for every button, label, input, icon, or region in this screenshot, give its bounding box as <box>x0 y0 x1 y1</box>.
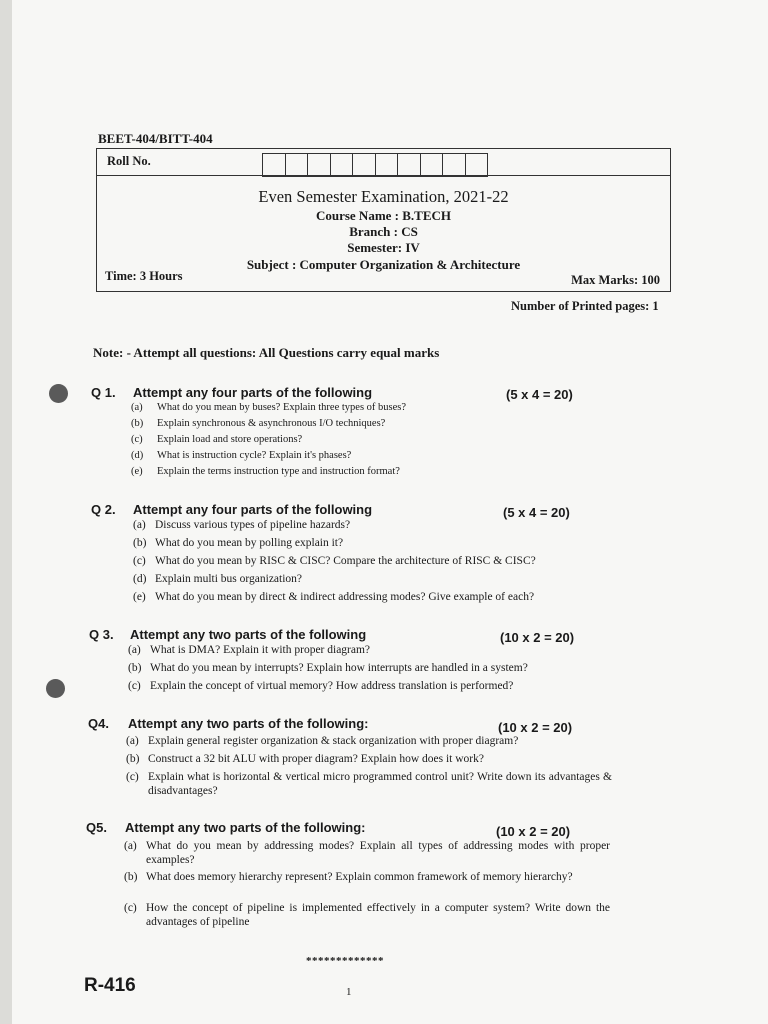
roll-number-cell[interactable] <box>307 153 331 177</box>
printed-pages: Number of Printed pages: 1 <box>511 299 659 313</box>
part-text: What is DMA? Explain it with proper diagram? <box>150 644 371 656</box>
question-title: Attempt any two parts of the following: <box>125 820 366 835</box>
question-parts <box>131 402 451 482</box>
question-part <box>131 402 451 418</box>
question-part <box>133 591 593 609</box>
question-part <box>128 662 588 680</box>
question-marks: (5 x 4 = 20) <box>503 505 570 520</box>
part-text: Explain synchronous & asynchronous I/O techniques? <box>157 418 386 429</box>
part-text: What do you mean by addressing modes? Explain all types of addressing modes with proper examples? <box>146 840 610 866</box>
roll-number-cell[interactable] <box>465 153 489 177</box>
part-label: (b) <box>126 753 140 765</box>
part-text: What is instruction cycle? Explain it's phases? <box>157 450 352 461</box>
question-part <box>126 771 612 799</box>
question-marks: (10 x 2 = 20) <box>500 630 575 645</box>
part-text: Construct a 32 bit ALU with proper diagram? Explain how does it work? <box>148 753 484 765</box>
punch-hole <box>49 384 68 403</box>
question-marks: (10 x 2 = 20) <box>498 720 573 735</box>
part-text: Explain general register organization & stack organization with proper diagram? <box>148 735 519 747</box>
roll-number-cell[interactable] <box>375 153 399 177</box>
show-through <box>110 65 113 80</box>
question-title: Attempt any two parts of the following: <box>128 716 369 731</box>
question-part <box>131 450 451 466</box>
question-part <box>128 680 588 698</box>
question-part <box>131 418 451 434</box>
roll-number-cell[interactable] <box>420 153 444 177</box>
question-number: Q 1. <box>91 385 116 400</box>
part-text: What do you mean by buses? Explain three types of buses? <box>157 402 407 413</box>
part-text: Explain multi bus organization? <box>155 573 303 585</box>
question-part <box>128 644 588 662</box>
end-marker: ************* <box>306 955 384 967</box>
roll-number-cell[interactable] <box>262 153 286 177</box>
question-part <box>133 555 593 573</box>
part-label: (c) <box>131 434 143 445</box>
question-part <box>131 466 451 482</box>
part-label: (b) <box>124 871 138 883</box>
part-label: (c) <box>124 902 137 914</box>
question-title: Attempt any four parts of the following <box>133 502 373 517</box>
question-number: Q5. <box>86 820 107 835</box>
question-parts <box>128 644 588 698</box>
part-label: (a) <box>128 644 141 656</box>
part-text: What do you mean by RISC & CISC? Compare the architecture of RISC & CISC? <box>155 555 536 567</box>
part-text: Explain what is horizontal & vertical micro programmed control unit? Write down its advantages & disadvantages? <box>148 771 612 797</box>
part-label: (b) <box>131 418 144 429</box>
question-part <box>124 902 610 930</box>
question-marks: (5 x 4 = 20) <box>506 387 573 402</box>
part-label: (a) <box>131 402 143 413</box>
question-parts <box>126 735 612 799</box>
roll-number-cell[interactable] <box>442 153 466 177</box>
punch-hole <box>46 679 65 698</box>
question-part <box>126 735 612 753</box>
question-number: Q4. <box>88 716 109 731</box>
part-label: (e) <box>131 466 143 477</box>
question-parts <box>133 519 593 609</box>
question-part <box>124 840 610 871</box>
part-text: Discuss various types of pipeline hazards? <box>155 519 351 531</box>
question-title: Attempt any four parts of the following <box>133 385 373 400</box>
question-part <box>133 519 593 537</box>
part-text: Explain the terms instruction type and instruction format? <box>157 466 400 477</box>
part-label: (d) <box>133 573 147 585</box>
roll-number-cell[interactable] <box>352 153 376 177</box>
footer-code: R-416 <box>84 975 136 996</box>
part-label: (b) <box>128 662 142 674</box>
part-label: (c) <box>133 555 146 567</box>
part-label: (d) <box>131 450 144 461</box>
part-text: What do you mean by direct & indirect addressing modes? Give example of each? <box>155 591 535 603</box>
part-label: (a) <box>126 735 139 747</box>
part-label: (a) <box>133 519 146 531</box>
part-label: (e) <box>133 591 146 603</box>
question-title: Attempt any two parts of the following <box>130 627 367 642</box>
part-text: What do you mean by polling explain it? <box>155 537 344 549</box>
question-part <box>126 753 612 771</box>
part-text: Explain load and store operations? <box>157 434 303 445</box>
header-box <box>96 148 671 292</box>
part-label: (a) <box>124 840 137 852</box>
part-text: What do you mean by interrupts? Explain how interrupts are handled in a system? <box>150 662 528 674</box>
question-part <box>131 434 451 450</box>
roll-number-cell[interactable] <box>397 153 421 177</box>
part-label: (c) <box>126 771 139 783</box>
roll-number-row <box>97 149 670 176</box>
roll-label: Roll No. <box>107 154 151 168</box>
semester: Semester: IV <box>347 240 420 255</box>
question-parts <box>124 840 610 930</box>
part-label: (c) <box>128 680 141 692</box>
branch: Branch : CS <box>349 224 418 239</box>
subject: Subject : Computer Organization & Architecture <box>246 257 521 272</box>
page-number: 1 <box>346 986 352 998</box>
course-name: Course Name : B.TECH <box>315 208 452 223</box>
part-text: How the concept of pipeline is implemented effectively in a computer system? Write down the advantages of pipeline <box>146 902 610 928</box>
exam-time: Time: 3 Hours <box>105 269 183 283</box>
question-part <box>133 573 593 591</box>
question-part <box>124 871 610 902</box>
exam-title: Even Semester Examination, 2021-22 <box>258 187 509 206</box>
roll-number-cells[interactable] <box>263 153 488 177</box>
question-marks: (10 x 2 = 20) <box>496 824 571 839</box>
part-text: What does memory hierarchy represent? Explain common framework of memory hierarchy? <box>146 871 573 883</box>
question-number: Q 3. <box>89 627 114 642</box>
roll-number-cell[interactable] <box>330 153 354 177</box>
part-label: (b) <box>133 537 147 549</box>
roll-number-cell[interactable] <box>285 153 309 177</box>
max-marks: Max Marks: 100 <box>571 273 660 287</box>
part-text: Explain the concept of virtual memory? How address translation is performed? <box>150 680 514 692</box>
instructions-note: Note: - Attempt all questions: All Questions carry equal marks <box>93 345 440 360</box>
paper-code: BEET-404/BITT-404 <box>98 131 213 146</box>
scan-edge <box>0 0 12 1024</box>
question-number: Q 2. <box>91 502 116 517</box>
question-part <box>133 537 593 555</box>
